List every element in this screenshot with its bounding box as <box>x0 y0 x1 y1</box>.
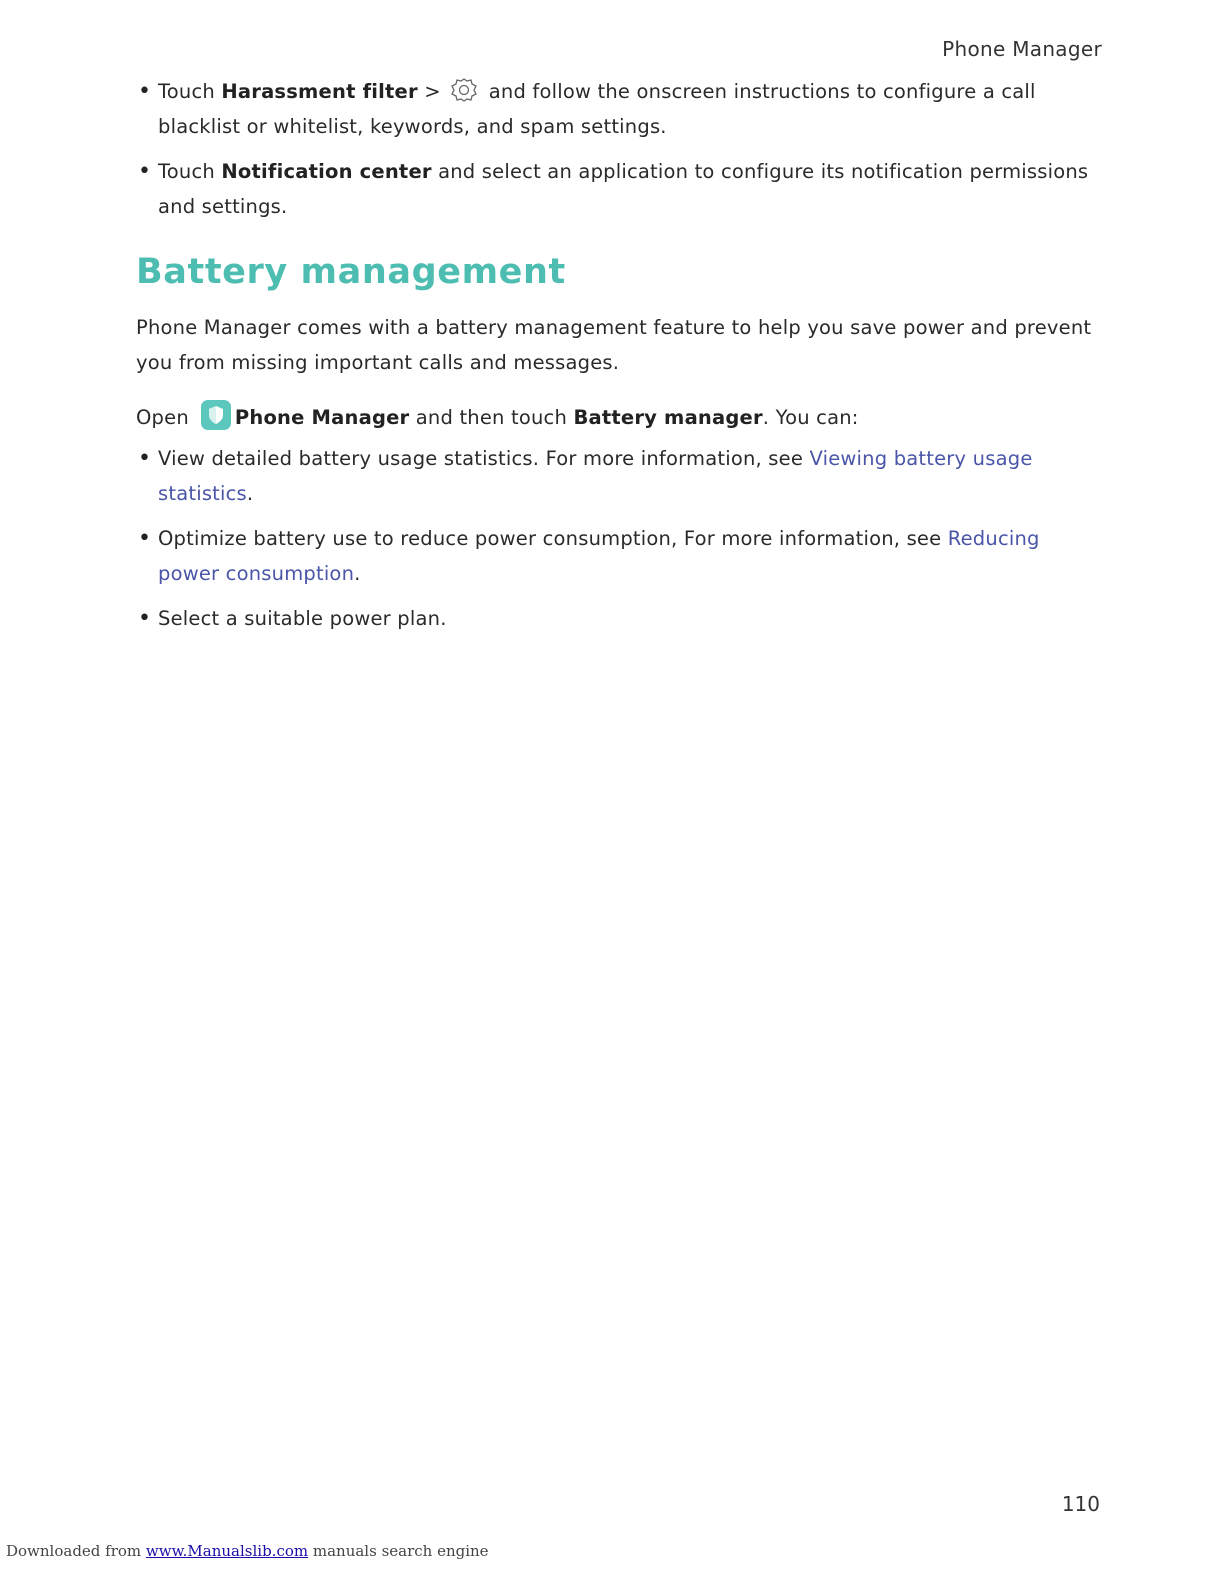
open-instruction <box>136 400 1096 435</box>
viewing-battery-usage-link[interactable]: Viewing battery usage statistics <box>158 447 1033 505</box>
page-content <box>136 74 1096 646</box>
reducing-power-consumption-link[interactable]: Reducing power consumption <box>158 527 1040 585</box>
manualslib-link[interactable]: www.Manualslib.com <box>145 1542 309 1560</box>
open-text: Open <box>136 406 189 429</box>
open-mid-text: and then touch <box>409 406 574 429</box>
bullet-text: Optimize battery use to reduce power consumption, For more information, see <box>158 527 948 550</box>
bullet-text-post: and follow the onscreen instructions to configure a call blacklist or whitelist, keywords, and spam settings. <box>158 80 1036 138</box>
intro-paragraph: Phone Manager comes with a battery management feature to help you save power and prevent you from missing important calls and messages. <box>136 316 1092 374</box>
running-header: Phone Manager <box>942 37 1102 61</box>
notification-center-label: Notification center <box>221 160 432 183</box>
phone-manager-label: Phone Manager <box>234 406 410 429</box>
download-footer <box>6 1542 489 1560</box>
bullet-text-pre: Touch <box>158 80 222 103</box>
page-number: 110 <box>1061 1492 1100 1516</box>
list-item <box>136 521 1096 591</box>
bullet-text-pre: Touch <box>158 160 222 183</box>
bullet-text: View detailed battery usage statistics. For more information, see <box>158 447 810 470</box>
bullet-end: . <box>354 562 361 585</box>
battery-manager-label: Battery manager <box>573 406 763 429</box>
footer-pre: Downloaded from <box>6 1542 146 1560</box>
list-item <box>136 74 1096 144</box>
menu-separator: > <box>417 80 441 103</box>
phone-manager-app-icon <box>201 400 231 430</box>
list-item <box>136 601 1096 636</box>
section-heading: Battery management <box>136 252 566 292</box>
list-item <box>136 154 1096 224</box>
footer-post: manuals search engine <box>308 1542 489 1560</box>
harassment-filter-label: Harassment filter <box>221 80 418 103</box>
list-item <box>136 441 1096 511</box>
bullet-text: Select a suitable power plan. <box>158 607 447 630</box>
open-post-text: . You can: <box>762 406 859 429</box>
top-bullet-list <box>136 74 1096 224</box>
battery-bullet-list <box>136 441 1096 636</box>
bullet-end: . <box>246 482 254 505</box>
gear-icon <box>449 76 479 104</box>
bullet-text-post: and select an application to configure its notification permissions and settings. <box>158 160 1089 218</box>
